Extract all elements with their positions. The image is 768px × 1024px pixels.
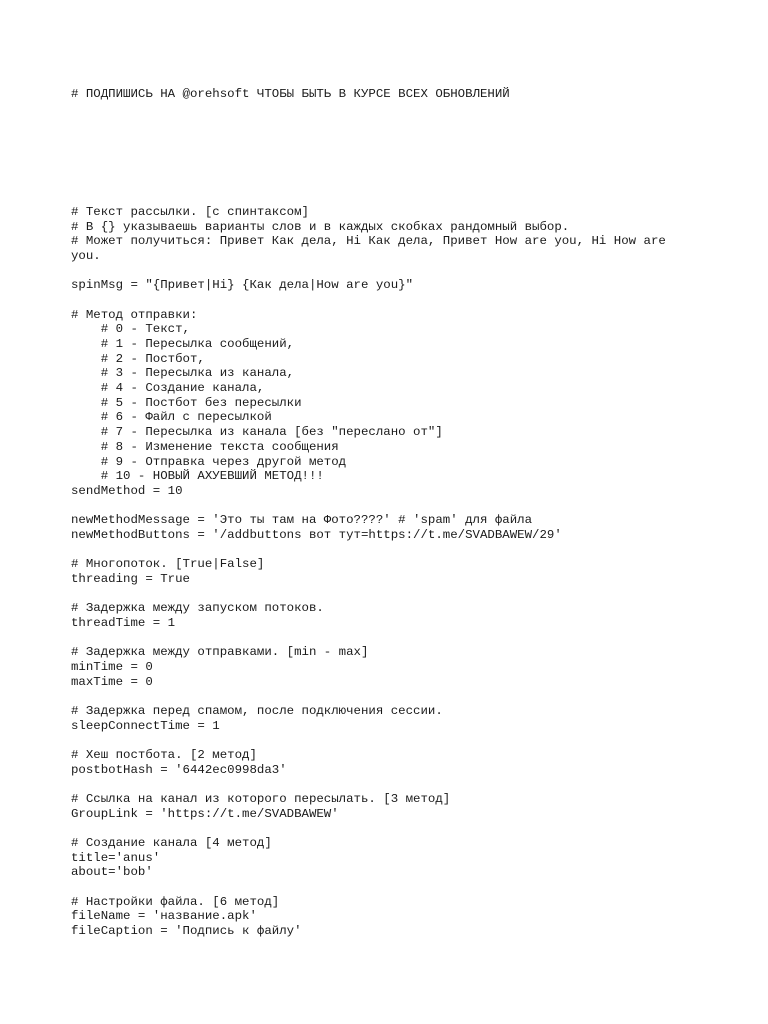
method-4: # 4 - Создание канала, <box>71 381 265 395</box>
method-8: # 8 - Изменение текста сообщения <box>71 440 339 454</box>
group-link-line: GroupLink = 'https://t.me/SVADBAWEW' <box>71 807 339 821</box>
method-3: # 3 - Пересылка из канала, <box>71 366 295 380</box>
comment-group-link: # Ссылка на канал из которого пересылать. [3 метод] <box>71 792 451 806</box>
comment-spintax-info: # В {} указываешь варианты слов и в каждых скобках рандомный выбор. <box>71 220 570 234</box>
method-5: # 5 - Постбот без пересылки <box>71 396 302 410</box>
comment-create-channel: # Создание канала [4 метод] <box>71 836 272 850</box>
threading-line: threading = True <box>71 572 190 586</box>
method-9: # 9 - Отправка через другой метод <box>71 455 347 469</box>
min-time-line: minTime = 0 <box>71 660 153 674</box>
method-6: # 6 - Файл с пересылкой <box>71 410 272 424</box>
comment-thread-delay: # Задержка между запуском потоков. <box>71 601 324 615</box>
sleep-connect-time-line: sleepConnectTime = 1 <box>71 719 220 733</box>
thread-time-line: threadTime = 1 <box>71 616 176 630</box>
subscribe-comment: # ПОДПИШИСЬ НА @orehsoft ЧТОБЫ БЫТЬ В КУРСЕ ВСЕХ ОБНОВЛЕНИЙ <box>71 87 510 101</box>
method-10: # 10 - НОВЫЙ АХУЕВШИЙ МЕТОД!!! <box>71 469 324 483</box>
comment-send-delay: # Задержка между отправками. [min - max] <box>71 645 369 659</box>
comment-file-settings: # Настройки файла. [6 метод] <box>71 895 280 909</box>
method-7: # 7 - Пересылка из канала [без "переслано от"] <box>71 425 443 439</box>
method-2: # 2 - Постбот, <box>71 352 205 366</box>
comment-mailing-text: # Текст рассылки. [с спинтаксом] <box>71 205 309 219</box>
new-method-message-line: newMethodMessage = 'Это ты там на Фото????' # 'spam' для файла <box>71 513 533 527</box>
comment-threading: # Многопоток. [True|False] <box>71 557 265 571</box>
file-name-line: fileName = 'название.apk' <box>71 909 257 923</box>
about-line: about='bob' <box>71 865 153 879</box>
comment-spintax-example-cont: you. <box>71 249 101 263</box>
new-method-buttons-line: newMethodButtons = '/addbuttons вот тут=https://t.me/SVADBAWEW/29' <box>71 528 562 542</box>
method-0: # 0 - Текст, <box>71 322 190 336</box>
comment-send-method: # Метод отправки: <box>71 308 198 322</box>
comment-spintax-example: # Может получиться: Привет Как дела, Hi Как дела, Привет How are you, Hi How are <box>71 234 666 248</box>
max-time-line: maxTime = 0 <box>71 675 153 689</box>
send-method-line: sendMethod = 10 <box>71 484 183 498</box>
comment-postbot-hash: # Хеш постбота. [2 метод] <box>71 748 257 762</box>
comment-connect-delay: # Задержка перед спамом, после подключения сессии. <box>71 704 443 718</box>
file-caption-line: fileCaption = 'Подпись к файлу' <box>71 924 302 938</box>
method-1: # 1 - Пересылка сообщений, <box>71 337 295 351</box>
title-line: title='anus' <box>71 851 161 865</box>
spin-msg-line: spinMsg = "{Привет|Hi} {Как дела|How are you}" <box>71 278 414 292</box>
postbot-hash-line: postbotHash = '6442ec0998da3' <box>71 763 287 777</box>
